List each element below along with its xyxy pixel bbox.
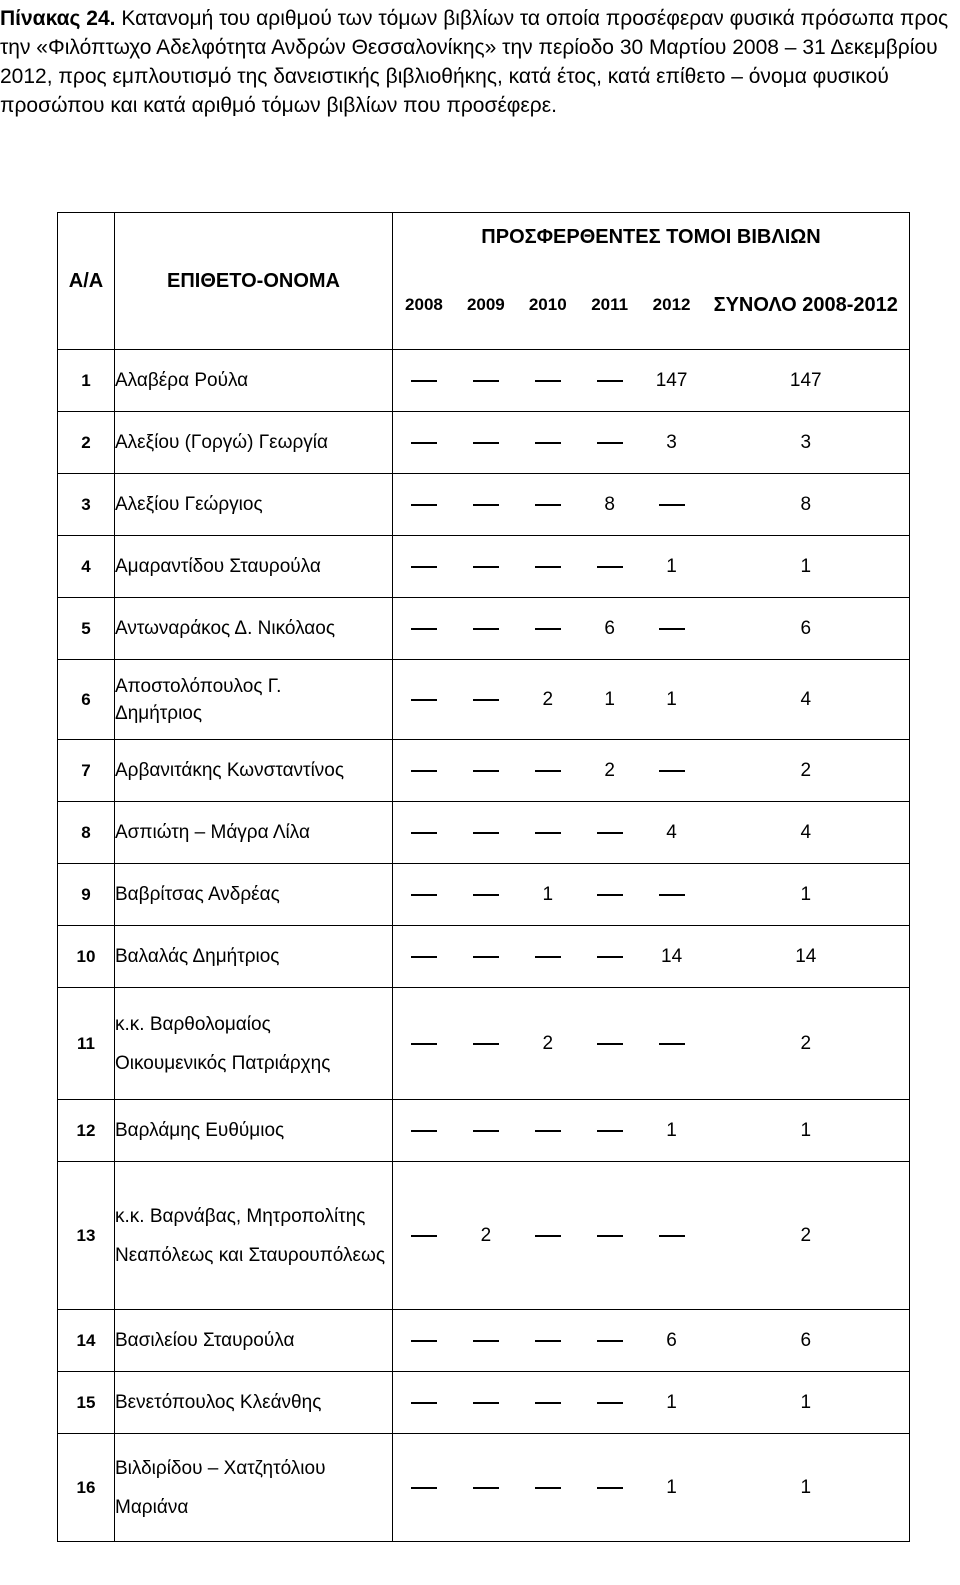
row-name [115,740,393,802]
dash-mark [597,1043,623,1045]
row-name-line: Νεαπόλεως και Σταυρουπόλεως [115,1244,385,1266]
caption-text: Κατανομή του αριθμού των τόμων βιβλίων τα οποία προσέφεραν φυσικά πρόσωπα προς την «Φιλόπτωχο Αδελφότητα Ανδρών Θεσσαλονίκης» την περίοδο 30 Μαρτίου 2008 – 31 Δεκεμβρίου 2012, προς εμπλουτισμό της δανειστικής βιβλιοθήκης, κατά έτος, κατά επίθετο – όνομα φυσικού προσώπου και κατά αριθμό τόμων βιβλίων που προσέφερε. [0,7,949,117]
dash-cell [455,699,517,701]
dash-cell [579,1130,641,1132]
dash-cell [393,442,455,444]
dash-cell [641,628,703,630]
table-row [58,660,910,740]
value-cell: 14 [661,945,683,967]
dash-cell [641,1043,703,1045]
row-name [115,536,393,598]
table-body [58,350,910,1542]
row-total: 1 [703,1100,910,1162]
dash-cell [517,566,579,568]
table-row [58,802,910,864]
row-name [115,1162,393,1310]
header-name: ΕΠΙΘΕΤΟ-ΟΝΟΜΑ [115,213,393,350]
dash-mark [473,894,499,896]
dash-cell [517,504,579,506]
dash-mark [597,956,623,958]
dash-mark [473,1340,499,1342]
dash-cell [455,566,517,568]
row-total: 147 [703,350,910,412]
dash-cell [455,1402,517,1404]
dash-cell [393,832,455,834]
dash-mark [473,699,499,701]
value-cell: 1 [666,1119,677,1141]
table-row [58,536,910,598]
row-name-line: Αποστολόπουλος Γ. [115,675,282,697]
row-values [393,926,703,988]
row-total: 6 [703,598,910,660]
dash-cell [517,770,579,772]
dash-mark [411,770,437,772]
row-name [115,988,393,1100]
row-total: 3 [703,412,910,474]
row-total: 6 [703,1310,910,1372]
dash-cell [455,1043,517,1045]
dash-cell [579,1402,641,1404]
dash-mark [411,1043,437,1045]
row-values [393,412,703,474]
row-number: 8 [58,802,115,864]
dash-mark [597,380,623,382]
header-year: 2012 [652,295,691,314]
table-row [58,864,910,926]
table-row [58,474,910,536]
row-name [115,412,393,474]
row-name-line: Αλεξίου (Γοργώ) Γεωργία [115,432,328,453]
row-values [393,598,703,660]
dash-cell [455,1130,517,1132]
table-row [58,412,910,474]
row-total: 14 [703,926,910,988]
dash-cell [393,1402,455,1404]
dash-mark [411,894,437,896]
row-name-line: Βαβρίτσας Ανδρέας [115,884,280,905]
row-number: 14 [58,1310,115,1372]
dash-cell [393,699,455,701]
row-name [115,1434,393,1542]
dash-mark [597,442,623,444]
table-caption [0,4,955,120]
dash-cell [455,956,517,958]
header-year: 2008 [405,295,443,314]
row-name-line: Οικουμενικός Πατριάρχης [115,1052,331,1074]
dash-mark [473,1130,499,1132]
dash-cell [393,380,455,382]
dash-mark [411,380,437,382]
dash-cell [579,894,641,896]
row-values [393,536,703,598]
value-cell: 3 [666,431,677,453]
dash-mark [473,770,499,772]
row-values [393,988,703,1100]
row-name [115,1100,393,1162]
dash-mark [473,442,499,444]
row-name-line: Ασπιώτη – Μάγρα Λίλα [115,822,310,843]
row-name-line: Μαριάνα [115,1496,189,1518]
dash-cell [579,1235,641,1237]
dash-mark [473,956,499,958]
dash-mark [411,1235,437,1237]
row-number: 11 [58,988,115,1100]
row-values [393,1310,703,1372]
value-cell: 1 [666,688,677,710]
value-cell: 1 [666,1476,677,1498]
dash-mark [411,956,437,958]
row-values [393,1100,703,1162]
dash-cell [517,832,579,834]
header-year: 2009 [466,295,505,314]
dash-mark [411,566,437,568]
dash-cell [455,894,517,896]
dash-cell [393,504,455,506]
row-name [115,1310,393,1372]
row-number: 6 [58,660,115,740]
row-name [115,598,393,660]
row-name [115,660,393,740]
row-name-line: κ.κ. Βαρθολομαίος [115,1013,271,1035]
row-total: 2 [703,740,910,802]
row-name [115,864,393,926]
row-number: 7 [58,740,115,802]
header-year: 2011 [591,295,629,314]
dash-mark [659,770,685,772]
row-name-line: Αντωναράκος Δ. Νικόλαος [115,618,335,639]
dash-cell [517,1130,579,1132]
row-name-line: Βαρλάμης Ευθύμιος [115,1120,285,1141]
table-row [58,350,910,412]
donations-table [57,212,910,1542]
dash-mark [659,1043,685,1045]
dash-cell [455,1340,517,1342]
dash-mark [411,1130,437,1132]
dash-mark [597,894,623,896]
dash-cell [455,504,517,506]
row-number: 10 [58,926,115,988]
dash-mark [473,504,499,506]
row-total: 1 [703,536,910,598]
row-total: 8 [703,474,910,536]
dash-cell [517,1340,579,1342]
table-row [58,1310,910,1372]
dash-mark [659,1235,685,1237]
dash-cell [393,628,455,630]
dash-cell [393,1130,455,1132]
value-cell: 2 [542,688,554,710]
dash-cell [393,1487,455,1489]
dash-cell [393,1340,455,1342]
dash-mark [473,1402,499,1404]
row-name-line: Αλαβέρα Ρούλα [115,370,249,391]
table-row [58,988,910,1100]
value-cell: 147 [655,369,688,391]
row-name-line: Δημήτριος [115,702,203,724]
dash-mark [411,832,437,834]
dash-mark [411,628,437,630]
dash-cell [455,832,517,834]
row-values [393,474,703,536]
dash-cell [579,832,641,834]
dash-mark [473,380,499,382]
table-row [58,1434,910,1542]
dash-cell [517,442,579,444]
dash-cell [579,442,641,444]
dash-mark [473,832,499,834]
dash-mark [597,1402,623,1404]
dash-mark [473,566,499,568]
dash-cell [579,1043,641,1045]
header-years [393,261,703,350]
row-values [393,864,703,926]
dash-cell [393,894,455,896]
row-values [393,350,703,412]
dash-cell [517,628,579,630]
value-cell: 1 [542,883,554,905]
row-total: 4 [703,802,910,864]
row-name [115,802,393,864]
row-name-line: Αμαραντίδου Σταυρούλα [115,556,321,577]
dash-mark [535,1235,561,1237]
dash-mark [535,1487,561,1489]
row-total: 1 [703,864,910,926]
dash-cell [455,1487,517,1489]
table-row [58,1372,910,1434]
dash-cell [455,380,517,382]
dash-mark [535,628,561,630]
row-values [393,1372,703,1434]
dash-cell [579,956,641,958]
header-aa: Α/Α [58,213,115,350]
row-number: 4 [58,536,115,598]
value-cell: 2 [480,1224,492,1246]
dash-cell [641,504,703,506]
row-total: 1 [703,1372,910,1434]
dash-cell [393,770,455,772]
row-number: 3 [58,474,115,536]
dash-mark [659,894,685,896]
row-name-line: κ.κ. Βαρνάβας, Μητροπολίτης [115,1205,366,1227]
dash-mark [535,566,561,568]
dash-mark [473,628,499,630]
row-total: 4 [703,660,910,740]
dash-mark [473,1043,499,1045]
row-number: 2 [58,412,115,474]
row-name-line: Αλεξίου Γεώργιος [115,494,263,515]
dash-mark [411,442,437,444]
dash-cell [641,770,703,772]
dash-mark [535,442,561,444]
dash-mark [535,1402,561,1404]
row-name [115,926,393,988]
dash-mark [535,504,561,506]
value-cell: 1 [666,555,677,577]
row-values [393,740,703,802]
value-cell: 1 [604,688,615,710]
row-number: 13 [58,1162,115,1310]
row-number: 16 [58,1434,115,1542]
row-name [115,474,393,536]
value-cell: 2 [604,759,615,781]
dash-cell [517,1235,579,1237]
dash-mark [535,1130,561,1132]
value-cell: 6 [604,617,615,639]
row-total: 2 [703,988,910,1100]
dash-mark [535,380,561,382]
dash-mark [659,504,685,506]
value-cell: 6 [666,1329,677,1351]
dash-mark [597,566,623,568]
dash-mark [659,628,685,630]
dash-mark [597,1235,623,1237]
table-row [58,926,910,988]
row-name-line: Βασιλείου Σταυρούλα [115,1330,295,1351]
row-values [393,802,703,864]
caption-label: Πίνακας 24. [0,7,116,30]
row-number: 5 [58,598,115,660]
table-row [58,740,910,802]
dash-mark [473,1487,499,1489]
dash-cell [455,628,517,630]
row-number: 9 [58,864,115,926]
dash-cell [393,1043,455,1045]
row-values [393,660,703,740]
dash-mark [535,956,561,958]
dash-mark [535,832,561,834]
dash-mark [411,1340,437,1342]
dash-mark [411,1487,437,1489]
value-cell: 2 [542,1032,554,1054]
dash-mark [597,1340,623,1342]
row-total: 1 [703,1434,910,1542]
dash-mark [411,699,437,701]
dash-cell [455,442,517,444]
row-name [115,350,393,412]
row-number: 1 [58,350,115,412]
table-row [58,598,910,660]
table-row [58,1162,910,1310]
value-cell: 1 [666,1391,677,1413]
dash-mark [597,832,623,834]
header-total: ΣΥΝΟΛΟ 2008-2012 [703,261,910,350]
row-name-line: Βενετόπουλος Κλεάνθης [115,1392,322,1413]
row-name-line: Βαλαλάς Δημήτριος [115,946,280,967]
dash-cell [579,1340,641,1342]
dash-mark [597,1130,623,1132]
row-number: 12 [58,1100,115,1162]
row-name-line: Αρβανιτάκης Κωνσταντίνος [115,760,345,781]
row-number: 15 [58,1372,115,1434]
dash-cell [579,566,641,568]
dash-cell [393,1235,455,1237]
header-year: 2010 [528,295,567,314]
value-cell: 4 [666,821,677,843]
dash-mark [535,1340,561,1342]
row-values [393,1162,703,1310]
row-name-line: Βιλδιρίδου – Χατζητόλιου [115,1457,326,1479]
table-row [58,1100,910,1162]
dash-cell [517,380,579,382]
dash-cell [517,956,579,958]
dash-mark [411,504,437,506]
dash-cell [579,1487,641,1489]
dash-cell [517,1487,579,1489]
header-group: ΠΡΟΣΦΕΡΘΕΝΤΕΣ ΤΟΜΟΙ ΒΙΒΛΙΩΝ [393,213,910,262]
dash-cell [641,894,703,896]
dash-cell [517,1402,579,1404]
dash-cell [579,380,641,382]
dash-cell [393,956,455,958]
row-name [115,1372,393,1434]
row-total: 2 [703,1162,910,1310]
row-values [393,1434,703,1542]
dash-mark [597,1487,623,1489]
dash-cell [393,566,455,568]
dash-cell [455,770,517,772]
dash-mark [411,1402,437,1404]
value-cell: 8 [604,493,615,515]
dash-mark [535,770,561,772]
dash-cell [641,1235,703,1237]
